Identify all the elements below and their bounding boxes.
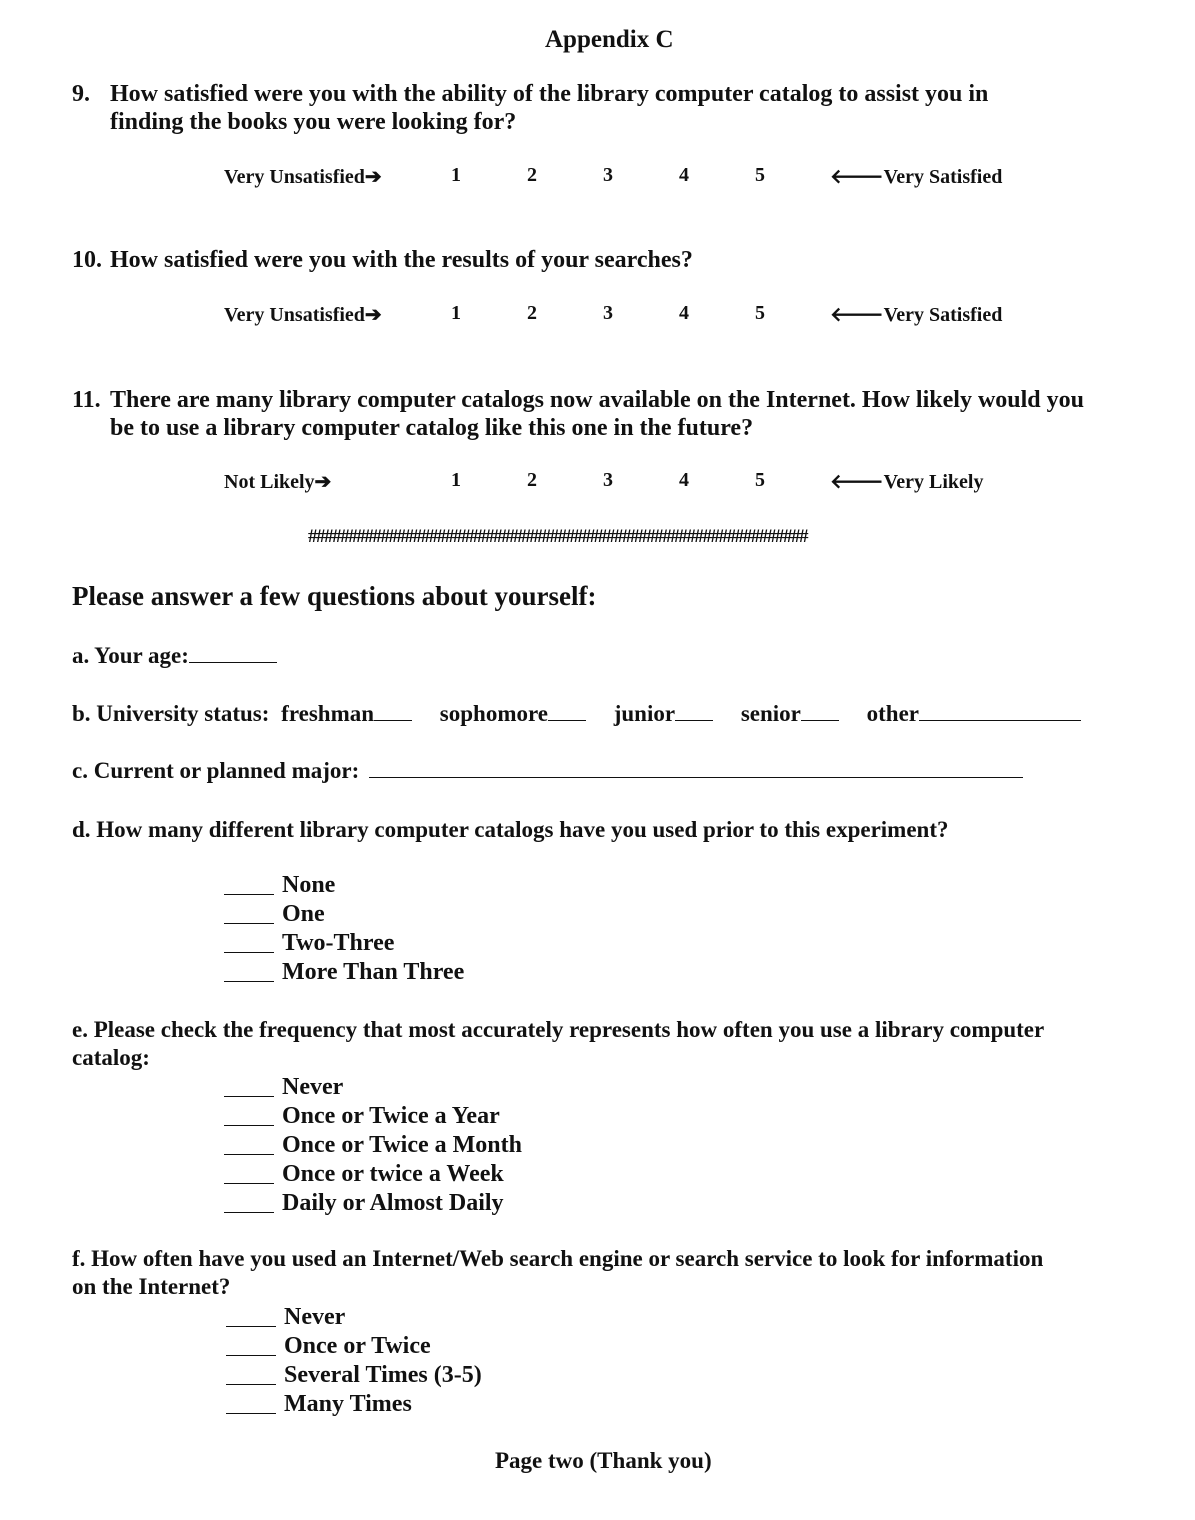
major-label: c. Current or planned major: — [72, 758, 360, 783]
scale-option-4[interactable]: 4 — [679, 164, 689, 186]
scale-option-2[interactable]: 2 — [527, 469, 537, 491]
question-number: 11. — [72, 387, 101, 413]
scale-option-1[interactable]: 1 — [451, 469, 461, 491]
question-text-line1: There are many library computer catalogs now available on the Internet. How likely would you — [110, 387, 1084, 413]
status-option-other: other — [866, 701, 920, 726]
search-blank-many[interactable] — [226, 1413, 276, 1414]
question-text-line2: be to use a library computer catalog like this one in the future? — [110, 415, 754, 441]
question-number: 9. — [72, 81, 90, 107]
status-option-sophomore: sophomore — [439, 701, 548, 726]
frequency-option-week: Once or twice a Week — [282, 1161, 504, 1187]
scale-option-5[interactable]: 5 — [755, 164, 765, 186]
catalogs-blank-more-than-three[interactable] — [224, 981, 274, 982]
question-text-line2: finding the books you were looking for? — [110, 109, 517, 135]
scale-option-1[interactable]: 1 — [451, 302, 461, 324]
search-option-many: Many Times — [284, 1391, 412, 1417]
question-number: 10. — [72, 247, 102, 273]
page-title: Appendix C — [545, 26, 674, 53]
status-blank-junior[interactable] — [675, 702, 713, 721]
status-blank-other[interactable] — [919, 702, 1081, 721]
scale-left-label: Very Unsatisfied➔ — [224, 304, 382, 326]
search-option-once-twice: Once or Twice — [284, 1333, 431, 1359]
status-blank-freshman[interactable] — [374, 702, 412, 721]
about-heading: Please answer a few questions about yourself: — [72, 581, 597, 611]
frequency-question-line2: catalog: — [72, 1045, 150, 1070]
catalogs-option-more-than-three: More Than Three — [282, 959, 465, 985]
frequency-option-year: Once or Twice a Year — [282, 1103, 500, 1129]
scale-option-4[interactable]: 4 — [679, 302, 689, 324]
status-option-freshman: freshman — [281, 701, 375, 726]
status-blank-senior[interactable] — [801, 702, 839, 721]
age-blank[interactable] — [189, 644, 277, 663]
search-option-several: Several Times (3-5) — [284, 1362, 482, 1388]
scale-right-label: 🡐Very Satisfied — [830, 166, 1003, 188]
status-label: b. University status: — [72, 701, 270, 726]
scale-option-5[interactable]: 5 — [755, 469, 765, 491]
scale-left-label: Not Likely➔ — [224, 471, 332, 493]
major-row — [72, 758, 1023, 784]
question-text-line1: How satisfied were you with the results of your searches? — [110, 247, 693, 273]
frequency-blank-week[interactable] — [224, 1183, 274, 1184]
search-question-line2: on the Internet? — [72, 1274, 231, 1299]
frequency-option-never: Never — [282, 1074, 344, 1100]
catalogs-blank-two-three[interactable] — [224, 952, 274, 953]
status-row — [72, 701, 1081, 727]
search-blank-several[interactable] — [226, 1384, 276, 1385]
frequency-blank-month[interactable] — [224, 1154, 274, 1155]
search-option-never: Never — [284, 1304, 346, 1330]
frequency-blank-never[interactable] — [224, 1096, 274, 1097]
catalogs-blank-one[interactable] — [224, 923, 274, 924]
status-option-senior: senior — [740, 701, 801, 726]
search-question-line1: f. How often have you used an Internet/Web search engine or search service to look for information — [72, 1246, 1044, 1271]
catalogs-option-one: One — [282, 901, 325, 927]
frequency-question-line1: e. Please check the frequency that most accurately represents how often you use a library computer — [72, 1017, 1045, 1042]
scale-option-3[interactable]: 3 — [603, 302, 613, 324]
search-blank-never[interactable] — [226, 1326, 276, 1327]
catalogs-option-none: None — [282, 872, 336, 898]
frequency-option-daily: Daily or Almost Daily — [282, 1190, 504, 1216]
status-blank-sophomore[interactable] — [548, 702, 586, 721]
search-blank-once-twice[interactable] — [226, 1355, 276, 1356]
scale-right-label: 🡐Very Likely — [830, 471, 984, 493]
status-option-junior: junior — [613, 701, 676, 726]
major-blank[interactable] — [369, 759, 1023, 778]
scale-option-2[interactable]: 2 — [527, 302, 537, 324]
scale-option-2[interactable]: 2 — [527, 164, 537, 186]
catalogs-blank-none[interactable] — [224, 894, 274, 895]
catalogs-question: d. How many different library computer catalogs have you used prior to this experiment? — [72, 817, 949, 842]
scale-option-5[interactable]: 5 — [755, 302, 765, 324]
scale-option-3[interactable]: 3 — [603, 164, 613, 186]
frequency-option-month: Once or Twice a Month — [282, 1132, 522, 1158]
page-footer: Page two (Thank you) — [495, 1448, 712, 1473]
scale-option-3[interactable]: 3 — [603, 469, 613, 491]
scale-option-1[interactable]: 1 — [451, 164, 461, 186]
catalogs-option-two-three: Two-Three — [282, 930, 395, 956]
scale-option-4[interactable]: 4 — [679, 469, 689, 491]
frequency-blank-daily[interactable] — [224, 1212, 274, 1213]
frequency-blank-year[interactable] — [224, 1125, 274, 1126]
age-row — [72, 643, 277, 669]
question-text-line1: How satisfied were you with the ability of the library computer catalog to assist you in — [110, 81, 989, 107]
hash-divider: ############################################################## — [308, 526, 808, 547]
scale-right-label: 🡐Very Satisfied — [830, 304, 1003, 326]
scale-left-label: Very Unsatisfied➔ — [224, 166, 382, 188]
age-label: a. Your age: — [72, 643, 189, 668]
